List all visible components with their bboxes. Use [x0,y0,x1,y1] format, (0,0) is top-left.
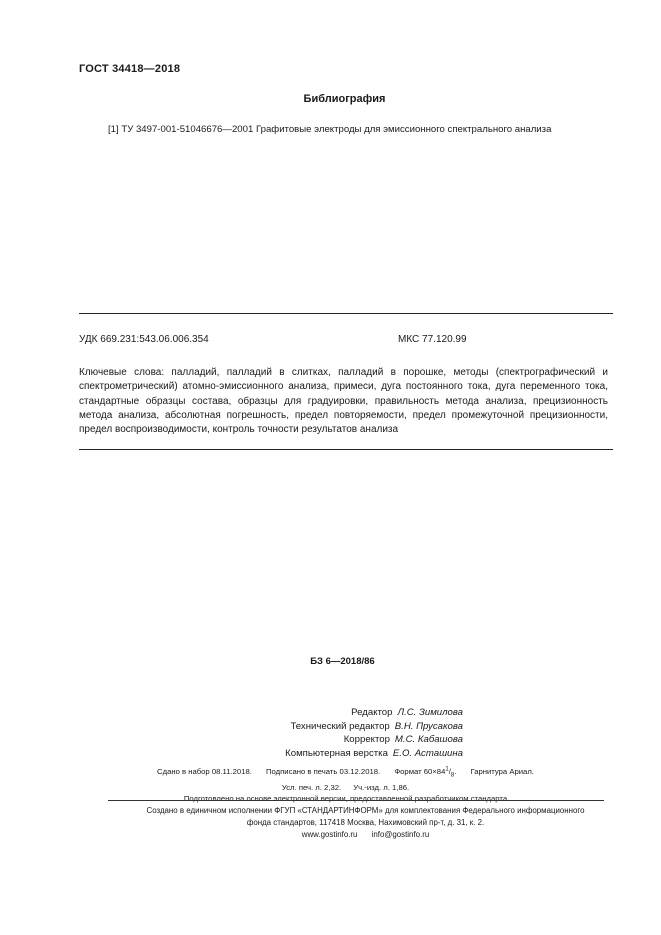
website-link[interactable]: www.gostinfo.ru [301,830,358,839]
staff-role: Редактор [351,707,393,718]
print-info-line1 [30,764,661,782]
paper-format: Формат $60\times 84^1/_8$. [394,766,457,779]
staff-name: Л.С. Зимилова [397,707,463,718]
staff-role: Технический редактор [290,720,390,732]
print-info [0,764,661,805]
staff-name: В.Н. Прусакова [394,720,463,732]
divider-footer [108,800,604,801]
keywords-paragraph: Ключевые слова: палладий, палладий в слитках, палладий в порошке, методы (спектрографический и спектрометрический) атомно-эмиссионного анализа, примеси, дуга постоянного тока, дуга переменного тока, стандартные образцы состава, образцы для градуировки, правильность метода анализа, прецизионность метода анализа, абсолютная погрешность, предел повторяемости, предел промежуточной прецизионности, предел воспроизводимости, контроль точности результатов анализа [79,367,608,436]
staff-row [0,706,463,720]
publication-sheets: Уч.-изд. л. 1,86. [353,782,410,792]
standard-number: ГОСТ 34418—2018 [79,63,181,75]
submitted-date: Сдано в набор 08.11.2018. [157,766,252,776]
divider-bottom [79,449,613,450]
bz-number: БЗ 6—2018/86 [310,656,375,667]
staff-role: Корректор [343,734,390,745]
typeface: Гарнитура Ариал. [470,766,534,776]
staff-row [0,720,463,734]
footer-line2: фонда стандартов, 117418 Москва, Нахимовский пр-т, д. 31, к. 2. [246,818,485,827]
staff-row [0,733,463,747]
format-denominator: 8 [450,772,455,779]
staff-name: М.С. Кабашова [394,734,463,745]
email-link[interactable]: info@gostinfo.ru [371,830,430,839]
divider-top [79,313,613,314]
udk-code: УДК 669.231:543.06.006.354 [79,334,209,345]
staff-name: Е.О. Асташина [392,747,463,759]
bibliography-item: [1] ТУ 3497-001-51046676—2001 Графитовые электроды для эмиссионного спектрального анализа [108,124,552,135]
format-prefix: Формат 60×84 [394,766,446,776]
print-sheets: Усл. печ. л. 2,32. [281,782,342,792]
mks-code: МКС 77.120.99 [398,334,467,345]
footer-line1: Создано в единичном исполнении ФГУП «СТАНДАРТИНФОРМ» для комплектования Федерального информационного [146,806,585,815]
publisher-footer [0,805,661,841]
signed-date: Подписано в печать 03.12.2018. [266,766,381,776]
staff-role: Компьютерная верстка [285,747,388,759]
bibliography-title: Библиография [303,93,386,105]
staff-row [0,747,463,761]
prepared-note: Подготовлено на основе электронной версии, предоставленной разработчиком стандарта [183,794,508,804]
print-info-line2 [30,782,661,794]
format-numerator: 1 [445,766,449,772]
staff-list [0,706,463,760]
footer-links [70,829,661,841]
